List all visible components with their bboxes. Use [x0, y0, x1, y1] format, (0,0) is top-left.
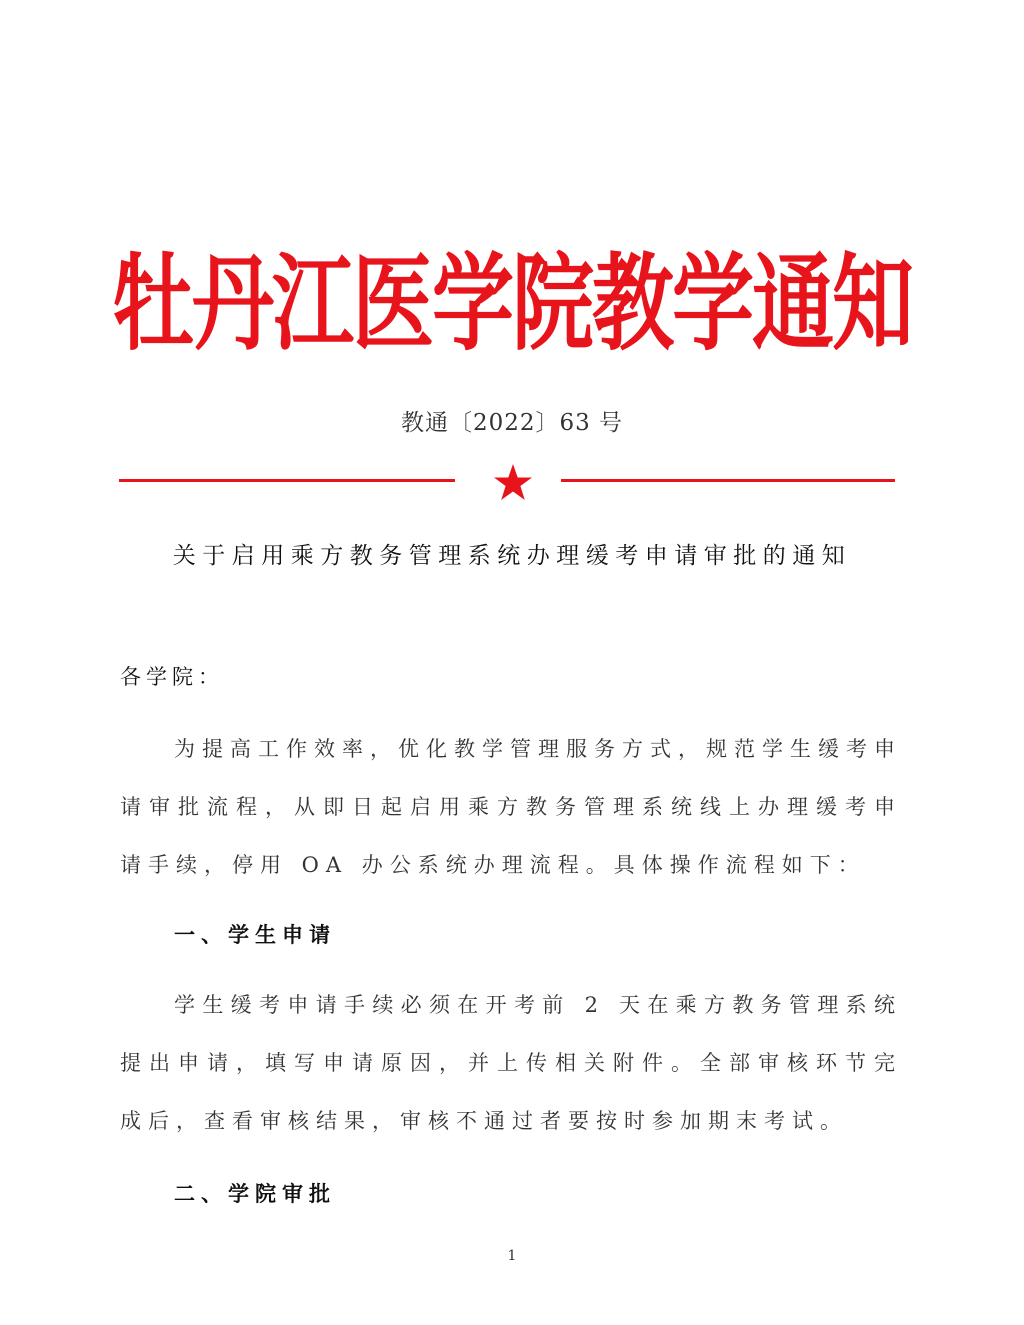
intro-paragraph: 为提高工作效率，优化教学管理服务方式，规范学生缓考申请审批流程，从即日起启用乘方教务管理系统线上办理缓考申请手续，停用 OA 办公系统办理流程。具体操作流程如下： — [120, 737, 902, 877]
section-body-student-application: 学生缓考申请手续必须在开考前 2 天在乘方教务管理系统提出申请，填写申请原因，并上传相关附件。全部审核环节完成后，查看审核结果，审核不通过者要按时参加期末考试。 — [120, 993, 902, 1133]
red-divider-left — [119, 479, 455, 482]
page-number: 1 — [507, 1248, 517, 1264]
salutation: 各学院： — [120, 665, 224, 689]
section-heading-college-approval: 二、学院审批 — [174, 1182, 336, 1206]
section-heading-student-application: 一、学生申请 — [174, 923, 336, 947]
star-icon — [491, 462, 535, 502]
document-number: 教通〔2022〕63 号 — [400, 410, 624, 436]
red-divider-right — [561, 479, 895, 482]
document-title: 关于启用乘方教务管理系统办理缓考申请审批的通知 — [172, 543, 852, 569]
masthead-title: 牡丹江医学院教学通知 — [111, 243, 912, 366]
